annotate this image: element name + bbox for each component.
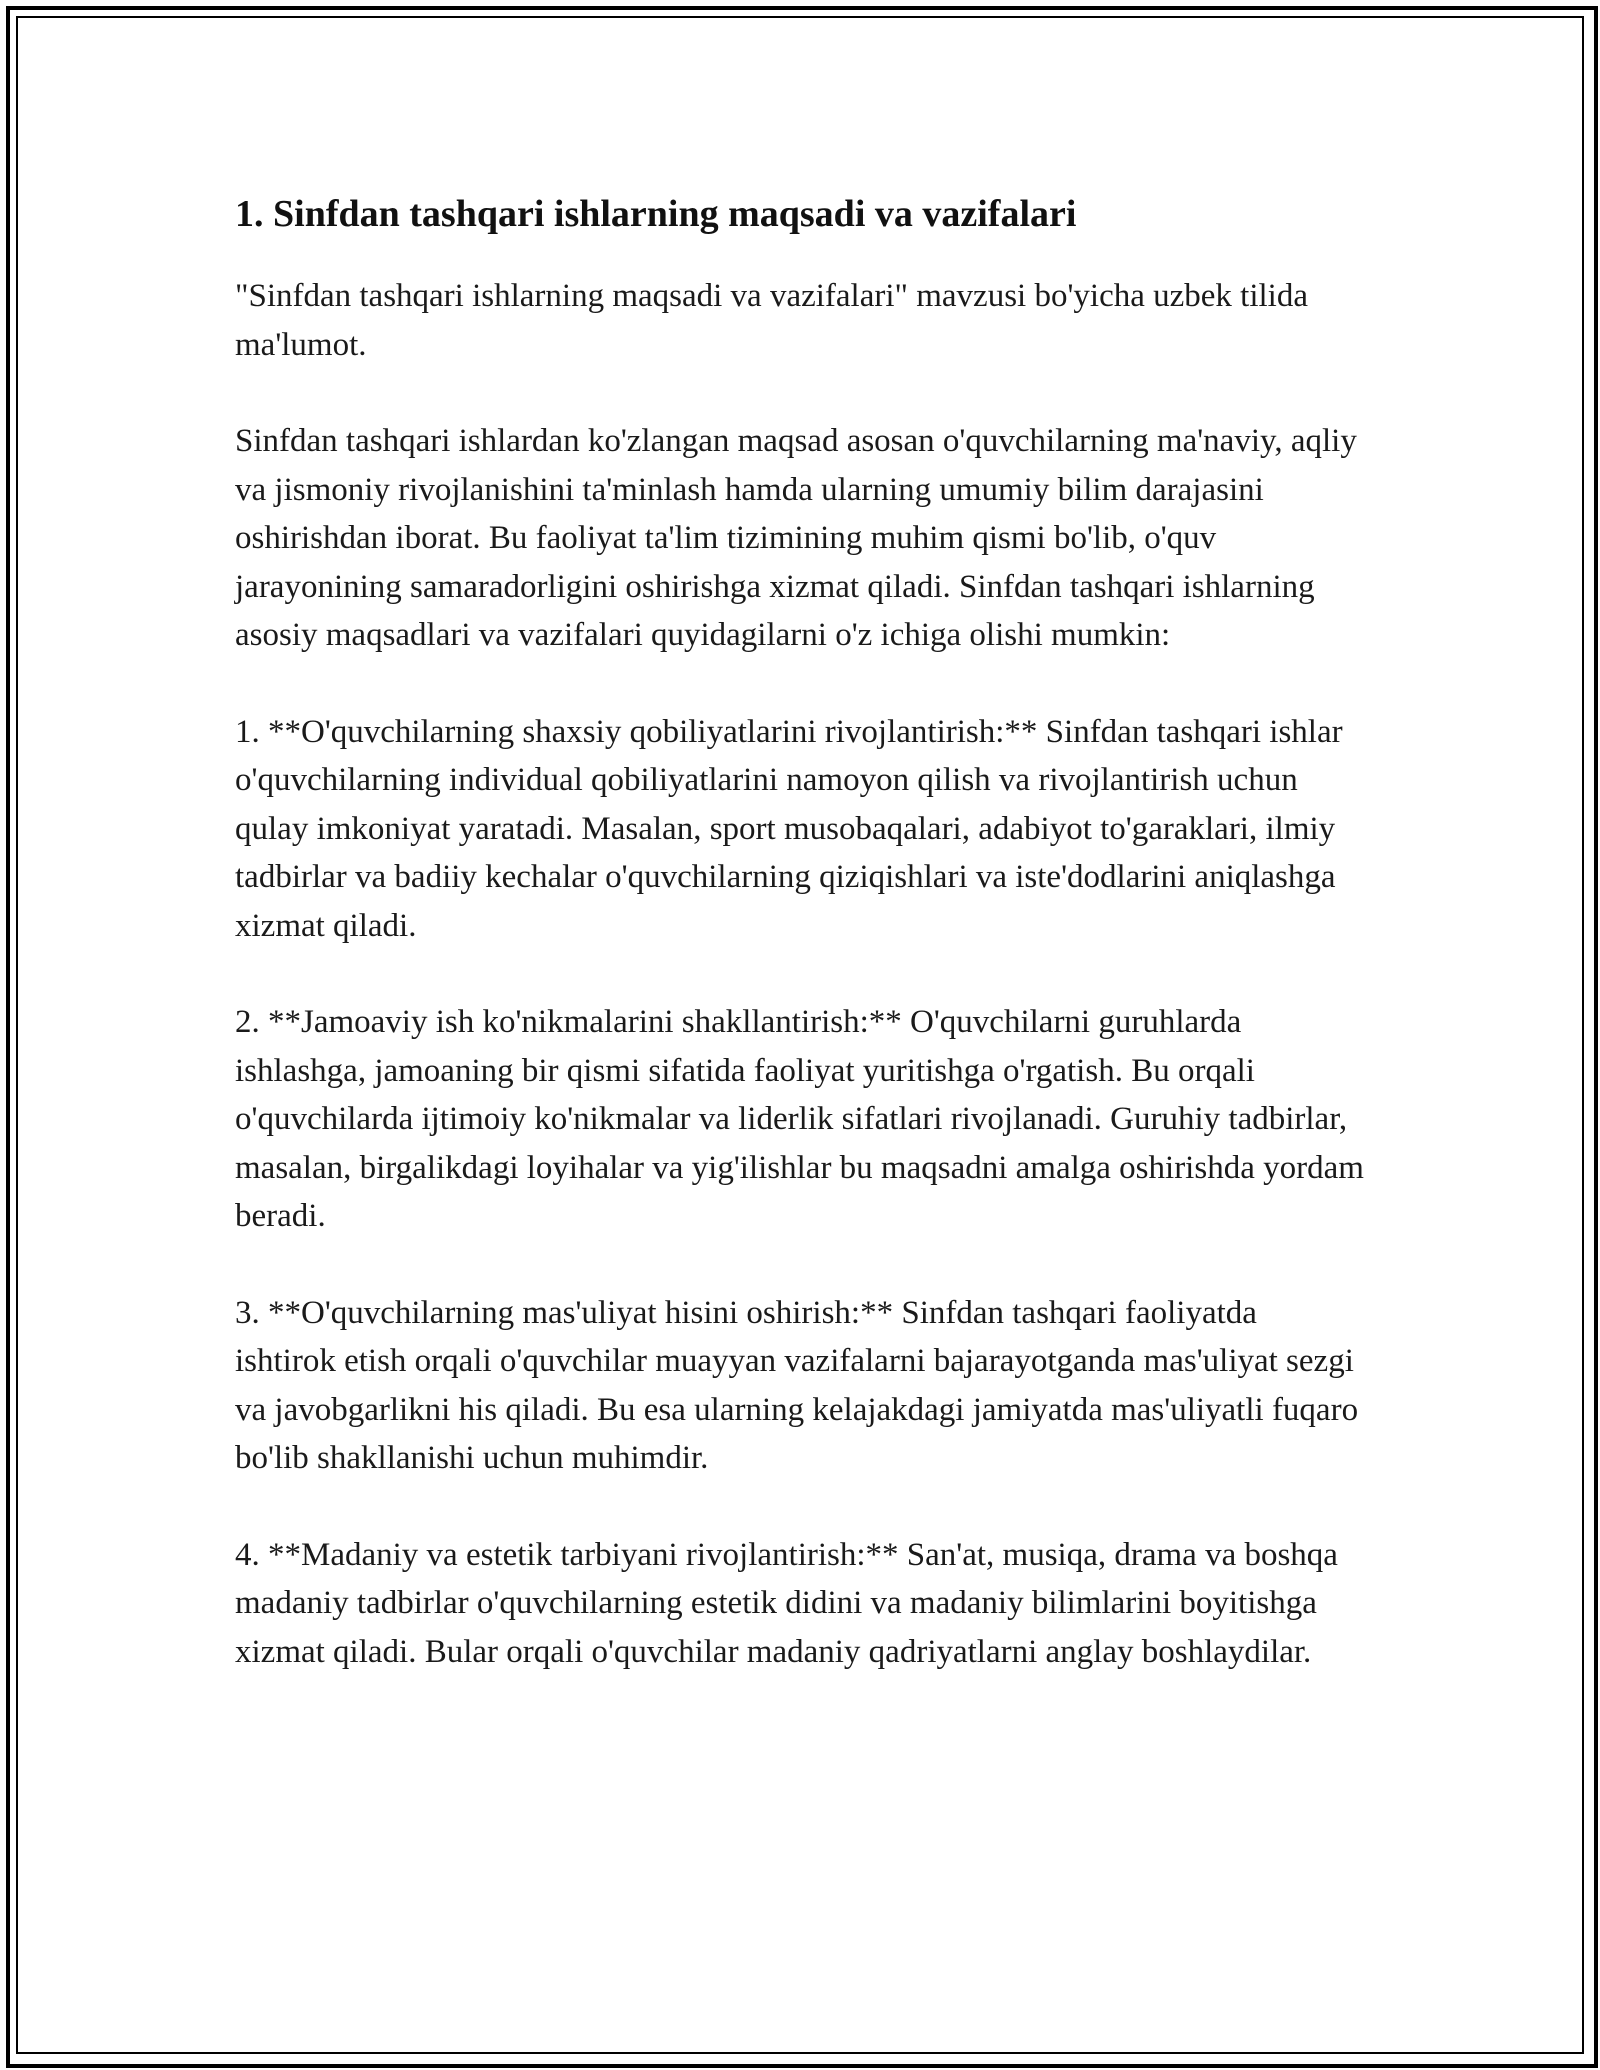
purpose-paragraph: Sinfdan tashqari ishlardan ko'zlangan maqsad asosan o'quvchilarning ma'naviy, aqliy va jismoniy rivojlanishini ta'minlash hamda ularning umumiy bilim darajasini oshirishdan iborat. Bu faoliyat ta'lim tizimining muhim qismi bo'lib, o'quv jarayonining samaradorligini oshirishga xizmat qiladi. Sinfdan tashqari ishlarning asosiy maqsadlari va vazifalari quyidagilarni o'z ichiga olishi mumkin: (235, 423, 1357, 653)
document-title: 1. Sinfdan tashqari ishlarning maqsadi va vazifalari (235, 193, 1077, 235)
intro-paragraph: "Sinfdan tashqari ishlarning maqsadi va vazifalari" mavzusi bo'yicha uzbek tilida ma'lumot. (235, 278, 1308, 363)
document-body (235, 188, 1365, 1724)
item-4-paragraph: 4. **Madaniy va estetik tarbiyani rivojlantirish:** San'at, musiqa, drama va boshqa madaniy tadbirlar o'quvchilarning estetik didini va madaniy bilimlarini boyitishga xizmat qiladi. Bular orqali o'quvchilar madaniy qadriyatlarni anglay boshlaydilar. (235, 1536, 1338, 1670)
item-1-paragraph: 1. **O'quvchilarning shaxsiy qobiliyatlarini rivojlantirish:** Sinfdan tashqari ishlar o'quvchilarning individual qobiliyatlarini namoyon qilish va rivojlantirish uchun qulay imkoniyat yaratadi. Masalan, sport musobaqalari, adabiyot to'garaklari, ilmiy tadbirlar va badiiy kechalar o'quvchilarning qiziqishlari va iste'dodlarini aniqlashga xizmat qiladi. (235, 713, 1343, 944)
item-2-paragraph: 2. **Jamoaviy ish ko'nikmalarini shakllantirish:** O'quvchilarni guruhlarda ishlashga, jamoaning bir qismi sifatida faoliyat yuritishga o'rgatish. Bu orqali o'quvchilarda ijtimoiy ko'nikmalar va liderlik sifatlari rivojlanadi. Guruhiy tadbirlar, masalan, birgalikdagi loyihalar va yig'ilishlar bu maqsadni amalga oshirishda yordam beradi. (235, 1004, 1364, 1234)
item-3-paragraph: 3. **O'quvchilarning mas'uliyat hisini oshirish:** Sinfdan tashqari faoliyatda ishtirok etish orqali o'quvchilar muayyan vazifalarni bajarayotganda mas'uliyat sezgi va javobgarlikni his qiladi. Bu esa ularning kelajakdagi jamiyatda mas'uliyatli fuqaro bo'lib shakllanishi uchun muhimdir. (235, 1294, 1359, 1476)
